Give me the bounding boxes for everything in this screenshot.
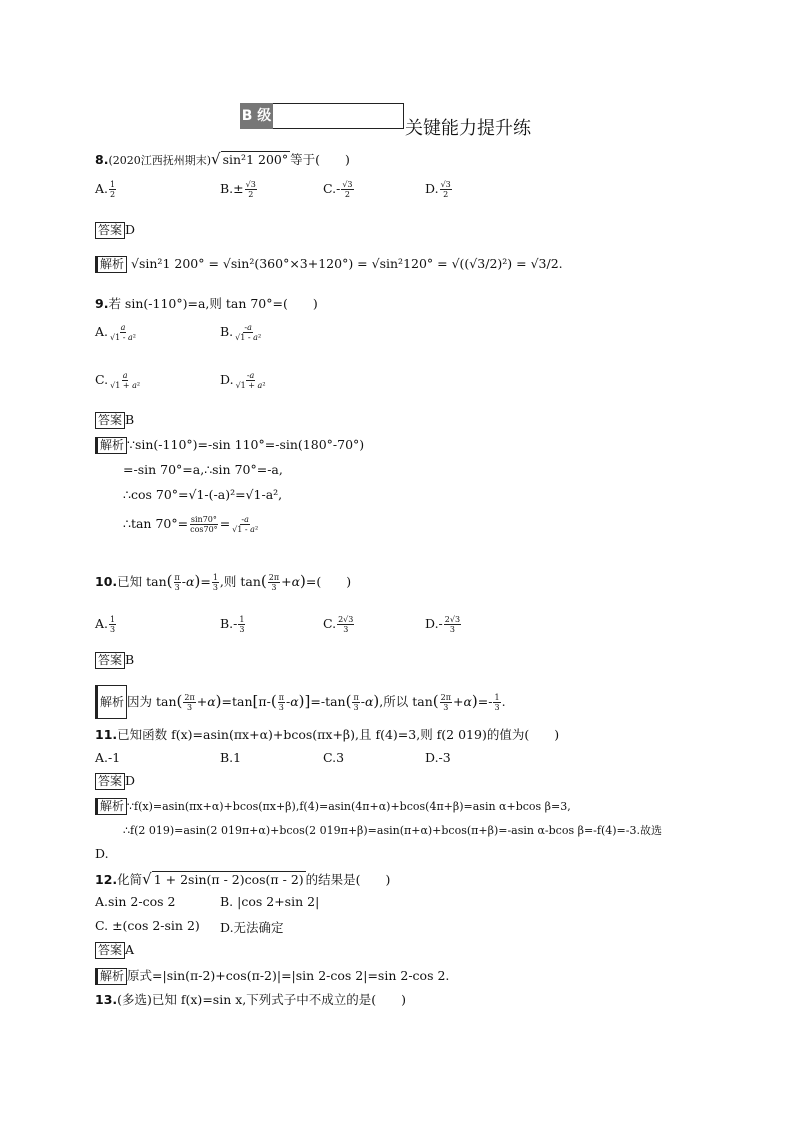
level-badge: B 级	[240, 103, 273, 129]
question-number: 13.	[95, 992, 118, 1007]
question-number: 10.	[95, 574, 118, 589]
analysis-line: ∴cos 70°=√1-(-a)²=√1-a²,	[123, 487, 283, 502]
answer-row	[95, 773, 135, 790]
analysis-line: =-sin 70°=a,∴sin 70°=-a,	[123, 462, 283, 477]
question-number: 9.	[95, 296, 109, 311]
question-11	[95, 725, 559, 743]
analysis-text: √sin²1 200° = √sin²(360°×3+120°) = √sin²120° = √((√3/2)²) = √3/2.	[131, 256, 563, 271]
option-b[interactable]: B. |cos 2+sin 2|	[220, 894, 320, 909]
question-8: 8.(2020江西抚州期末)√ sin²1 200° 等于( )	[95, 150, 350, 168]
question-10: 10.已知 tan( $\frac{\pi}{3}$ -α)= $\frac{1}{3}$ ,则 tan( $\frac{2\pi}{3}$ +α)=( )	[95, 572, 352, 592]
option-label: A.	[95, 181, 109, 196]
question-number: 11.	[95, 727, 118, 742]
question-stem: =( )	[305, 574, 352, 589]
option-b[interactable]: B.- $\frac{1}{3}$	[220, 615, 245, 634]
answer-tag: 答案	[95, 942, 125, 959]
option-b[interactable]: B.1	[220, 750, 242, 765]
option-c[interactable]: C.- $\frac{√3}{2}$	[323, 180, 353, 199]
analysis-text: 因为 tan	[127, 694, 177, 709]
option-label: B.	[220, 181, 234, 196]
option-label: C.	[95, 372, 109, 387]
question-number: 8.	[95, 152, 109, 167]
analysis-line: D.	[95, 846, 109, 861]
analysis-tag: 解析	[95, 685, 127, 719]
option-d[interactable]: D.-3	[425, 750, 451, 765]
option-label: D.	[220, 372, 234, 387]
analysis-tag: 解析	[95, 798, 127, 815]
header-blank-box	[273, 103, 404, 129]
answer-tag: 答案	[95, 412, 125, 429]
analysis-line: ∴tan 70°= $\frac{\sin 70^\circ}{\cos 70^\circ}$ = $\frac{-a}{\text{√1 - a²}}$	[123, 515, 259, 534]
option-a[interactable]: A.sin 2-cos 2	[95, 894, 176, 909]
question-stem: (多选)已知 f(x)=sin x,下列式子中不成立的是( )	[117, 992, 406, 1007]
question-stem: 若 sin(-110°)=a,则 tan 70°=( )	[108, 296, 318, 311]
question-stem: 已知 tan	[117, 574, 167, 589]
answer-row	[95, 412, 134, 429]
section-title: 关键能力提升练	[405, 118, 531, 139]
answer-value: D	[125, 773, 136, 788]
question-12: 12.化简√ 1 + 2sin(π - 2)cos(π - 2) 的结果是( )	[95, 870, 391, 888]
option-c[interactable]: C. $\frac{a}{\text{√1 + a²}}$	[95, 371, 141, 390]
option-label: B.-	[220, 616, 238, 631]
option-a[interactable]: A. $\frac{1}{3}$	[95, 615, 116, 634]
answer-value: B	[125, 412, 135, 427]
question-9	[95, 294, 318, 312]
level-header	[240, 103, 403, 129]
option-label: B.	[220, 324, 234, 339]
answer-row	[95, 652, 134, 669]
option-label: A.	[95, 616, 109, 631]
question-number: 12.	[95, 872, 118, 887]
analysis-row	[95, 798, 571, 815]
analysis-tag: 解析	[95, 437, 127, 454]
answer-row	[95, 942, 134, 959]
option-b[interactable]: B.± $\frac{√3}{2}$	[220, 180, 256, 199]
option-c[interactable]: C.3	[323, 750, 345, 765]
analysis-text: ∴tan 70°=	[123, 516, 189, 531]
option-d[interactable]: D.- $\frac{2√3}{3}$	[425, 615, 461, 634]
analysis-text: ∵sin(-110°)=-sin 110°=-sin(180°-70°)	[127, 437, 365, 452]
answer-row	[95, 222, 135, 239]
option-label: C.	[323, 181, 337, 196]
answer-tag: 答案	[95, 773, 125, 790]
question-tail: 等于( )	[290, 152, 350, 167]
analysis-text: =tan	[221, 694, 253, 709]
option-c[interactable]: C. $\frac{2√3}{3}$	[323, 615, 354, 634]
answer-tag: 答案	[95, 222, 125, 239]
question-stem: 化简	[117, 872, 143, 887]
answer-tag: 答案	[95, 652, 125, 669]
radicand: 1 + 2sin(π - 2)cos(π - 2)	[153, 872, 304, 887]
option-c[interactable]: C. ±(cos 2-sin 2)	[95, 918, 200, 933]
answer-value: B	[125, 652, 135, 667]
option-b[interactable]: B. $\frac{-a}{\text{√1 - a²}}$	[220, 323, 262, 342]
analysis-line: ∴f(2 019)=asin(2 019π+α)+bcos(2 019π+β)=asin(π+α)+bcos(π+β)=-asin α-bcos β=-f(4)=-3.故选	[123, 824, 662, 837]
analysis-text: ,所以 tan	[379, 694, 433, 709]
option-label: A.	[95, 324, 109, 339]
option-label: D.-	[425, 616, 443, 631]
analysis-row	[95, 966, 449, 985]
analysis-text: =-	[477, 694, 493, 709]
analysis-row: 解析 因为 tan( $\frac{2\pi}{3}$ +α)=tan[π-( $\frac{\pi}{3}$ -α)]=-tan( $\frac{\pi}{3}$ -α),所以 tan( $\frac{2\pi}{3}$ +α)=- $\frac{1}{3}$ .	[95, 685, 506, 719]
question-stem: 则 tan	[223, 574, 261, 589]
option-a[interactable]: A.-1	[95, 750, 121, 765]
question-stem: 已知函数 f(x)=asin(πx+α)+bcos(πx+β),且 f(4)=3,则 f(2 019)的值为( )	[117, 727, 560, 742]
option-d[interactable]: D. $\frac{√3}{2}$	[425, 180, 451, 199]
option-a[interactable]: A. $\frac{a}{\text{√1 - a²}}$	[95, 323, 136, 342]
option-d[interactable]: D. $\frac{-a}{\text{√1 + a²}}$	[220, 371, 266, 390]
analysis-tag: 解析	[95, 968, 127, 985]
answer-value: A	[125, 942, 135, 957]
analysis-text: =-tan	[310, 694, 346, 709]
analysis-text: ∵f(x)=asin(πx+α)+bcos(πx+β),f(4)=asin(4π+α)+bcos(4π+β)=asin α+bcos β=3,	[127, 800, 571, 813]
question-stem: 的结果是( )	[305, 872, 391, 887]
analysis-tag: 解析	[95, 256, 127, 273]
question-13	[95, 990, 406, 1008]
option-d[interactable]: D.无法确定	[220, 920, 284, 935]
question-source: (2020江西抚州期末)	[108, 154, 212, 167]
analysis-text: 原式=|sin(π-2)+cos(π-2)|=|sin 2-cos 2|=sin 2-cos 2.	[127, 968, 450, 983]
analysis-row	[95, 256, 563, 273]
answer-value: D	[125, 222, 136, 237]
analysis-row	[95, 437, 364, 454]
radicand: sin²1 200°	[222, 152, 289, 167]
option-label: D.	[425, 181, 439, 196]
option-label: C.	[323, 616, 337, 631]
option-a[interactable]: A. $\frac{1}{2}$	[95, 180, 116, 199]
